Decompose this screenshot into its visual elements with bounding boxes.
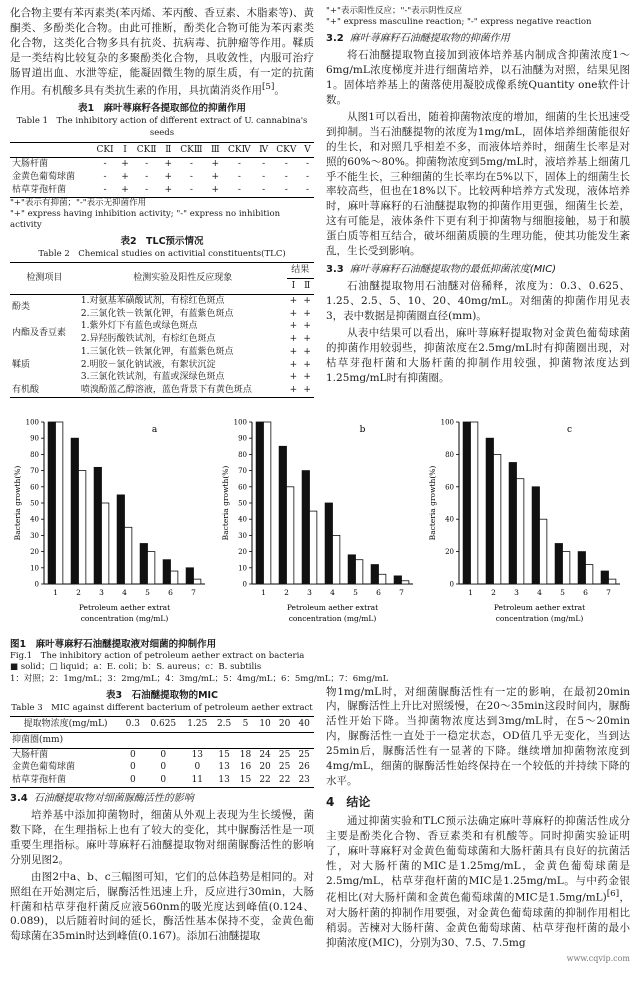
table1-header-cell: CKⅡ	[132, 142, 161, 158]
bar-liquid	[56, 422, 63, 584]
x-tick-label: 4	[122, 587, 127, 597]
y-tick-label: 0	[449, 580, 454, 589]
table3-header-conc: 1.25	[182, 717, 212, 733]
table3-cell: 22	[259, 775, 271, 786]
y-axis-label: Bacteria growth(%)	[220, 465, 230, 541]
bar-solid	[394, 576, 401, 584]
table1-cell: +	[164, 159, 173, 170]
bar-solid	[94, 467, 101, 584]
table3-cell: 24	[259, 749, 271, 760]
bar-liquid	[609, 579, 616, 584]
bar-solid	[601, 571, 608, 584]
table2-result-1: +	[289, 321, 298, 332]
table2-method: 1.对氨基苯磺酸试剂，有棕红色斑点	[80, 295, 225, 306]
table2	[10, 262, 314, 398]
bar-liquid	[102, 503, 109, 584]
y-tick-label: 60	[30, 483, 39, 492]
table3-bacterium: 大肠杆菌	[12, 749, 49, 760]
table2-header-r1: Ⅰ	[287, 279, 301, 295]
table1-cell: +	[164, 172, 173, 183]
table1-cell: -	[145, 159, 149, 170]
table1-header-cell: Ⅴ	[301, 142, 314, 158]
y-tick-label: 40	[237, 515, 247, 524]
bar-solid	[256, 422, 263, 584]
section-3-2-paragraph-1: 将石油醚提取物直接加到液体培养基内制成含抑菌浓度1～6mg/mL浓度梯度并进行细菌培养，以石油醚为对照，结果见图1。固体培养基上的菌落使用凝胶成像系统Quantity one软件计数。	[326, 49, 630, 106]
x-tick-label: 7	[606, 587, 611, 597]
table1-cell: -	[103, 184, 107, 195]
bar-liquid	[125, 527, 132, 584]
table2-title-cn: 表2 TLC预示情况	[120, 235, 204, 247]
y-tick-label: 90	[30, 434, 39, 443]
table1-header-cell: CKⅤ	[272, 142, 302, 158]
table2-method: 3.三氯化铁试剂，有蓝或深绿色斑点	[80, 372, 225, 383]
x-tick-label: 1	[468, 587, 473, 597]
x-tick-label: 7	[398, 587, 404, 597]
table3-cell: 13	[218, 775, 230, 786]
table1-header-cell: Ⅰ	[118, 142, 132, 158]
table3-cell: 20	[259, 762, 271, 773]
table2-result-1: +	[289, 359, 298, 370]
y-tick-label: 60	[445, 483, 454, 492]
table1-cell: -	[103, 159, 107, 170]
table3-header-conc: 10	[255, 717, 275, 733]
table2-item: 鞣质	[12, 359, 31, 370]
table2-result-2: +	[303, 334, 311, 345]
table2-result-2: +	[303, 346, 311, 357]
bottom-columns	[10, 685, 630, 964]
bar-solid	[325, 503, 332, 584]
x-axis-label-line1: Petroleum aether extrat	[78, 602, 171, 612]
table1-note-cn: "+"表示有抑菌；"-"表示无抑菌作用	[10, 197, 147, 208]
table1-cell: -	[189, 184, 193, 195]
table1-header-cell: CKⅠ	[92, 142, 118, 158]
x-tick-label: 4	[537, 587, 542, 597]
bar-solid	[463, 422, 470, 584]
table3-cell: 16	[239, 762, 252, 773]
y-tick-label: 90	[237, 434, 247, 443]
table3-cell: 22	[278, 775, 291, 786]
y-tick-label: 70	[30, 467, 39, 476]
table1-header-row	[10, 142, 314, 158]
bar-solid	[509, 462, 516, 584]
table1-note-en: "+" express having inhibition activity; "-" express no inhibition activity	[10, 208, 281, 230]
table1-title-en: Table 1 The inhibitory action of different extract of U. cannabina's seeds	[16, 116, 308, 139]
table3-cell: 0	[160, 775, 167, 786]
table2-result-2: +	[303, 308, 311, 319]
x-tick-label: 6	[583, 587, 588, 597]
table1-cell: -	[145, 184, 149, 195]
table2-result-2: +	[303, 372, 311, 383]
table1-cell: +	[121, 172, 129, 183]
table3-cell: 15	[239, 775, 252, 786]
table3-title-en: Table 3 MIC against different bacterium of petroleum aether extract	[11, 703, 313, 714]
section-3-3-paragraph-2: 从表中结果可以看出，麻叶荨麻籽提取物对金黄色葡萄球菌的抑菌作用较弱些，抑菌浓度在2.5mg/mL时有抑菌圈出现，对枯草芽孢杆菌和大肠杆菌的抑制作用较强，抑菌物浓度达到1.25mg/mL时有抑菌圈。	[326, 326, 630, 384]
table2-method: 2.三氯化铁－铁氰化钾，有蓝紫色斑点	[80, 308, 234, 319]
table3-header-zone: 抑菌圈(mm)	[10, 732, 121, 748]
x-axis-label-line1: Petroleum aether extrat	[286, 602, 378, 612]
table2-method: 1.紫外灯下有蓝色或绿色斑点	[80, 321, 198, 332]
table3-header-conc: 20	[275, 717, 295, 733]
y-tick-label: 10	[237, 564, 247, 573]
y-tick-label: 50	[30, 499, 39, 508]
bar-solid	[279, 446, 286, 584]
table1-cell: -	[262, 159, 266, 170]
bar-solid	[117, 495, 124, 584]
top-columns	[10, 6, 630, 398]
panel-label: b	[359, 424, 365, 435]
bar-liquid	[263, 422, 270, 584]
bar-solid	[348, 555, 355, 584]
table1-cell: -	[262, 184, 266, 195]
table1-cell: -	[284, 159, 288, 170]
table2-result-1: +	[289, 372, 298, 383]
bar-liquid	[401, 581, 408, 584]
bar-solid	[371, 565, 378, 584]
y-tick-label: 40	[30, 515, 39, 524]
bar-solid	[486, 438, 493, 584]
bar-liquid	[586, 565, 593, 584]
bar-liquid	[171, 571, 178, 584]
table1-cell: -	[284, 172, 288, 183]
table-row	[10, 384, 314, 397]
panel-label: a	[151, 424, 158, 435]
table1-cell: -	[262, 172, 266, 183]
table3	[10, 716, 314, 788]
x-tick-label: 3	[99, 587, 104, 597]
x-tick-label: 2	[283, 587, 289, 597]
table3-title-cn: 表3 石油醚提取物的MIC	[105, 689, 219, 701]
table3-header-conc: 2.5	[213, 717, 236, 733]
watermark: www.cqvip.com	[566, 953, 630, 963]
x-tick-label: 3	[514, 587, 519, 597]
y-tick-label: 100	[25, 418, 39, 427]
table1-cell: -	[306, 172, 310, 183]
bar-liquid	[309, 511, 316, 584]
conclusion-heading: 4 结论	[326, 794, 371, 809]
section-3-4-heading: 3.4 石油醚提取物对细菌脲酶活性的影响	[10, 792, 194, 804]
panel-label: c	[566, 424, 573, 435]
table1-cell: -	[145, 172, 149, 183]
bar-liquid	[563, 552, 570, 584]
table3-cell: 15	[218, 749, 230, 760]
table2-result-1: +	[289, 346, 298, 357]
y-tick-label: 80	[237, 450, 247, 459]
table3-cell: 13	[218, 762, 230, 773]
bar-liquid	[355, 560, 362, 584]
section-3-3-paragraph-1: 石油醚提取物用石油醚对倍稀释，浓度为：0.3、0.625、1.25、2.5、5、10、20、40mg/mL。对细菌的抑菌作用见表3，表中数据是抑菌圈直径(mm)。	[326, 280, 630, 322]
table2-legend-cn: "+"表示阳性反应；"-"表示阴性反应	[326, 6, 463, 16]
y-tick-label: 80	[445, 450, 454, 459]
table-row	[10, 346, 314, 359]
left-column-bottom	[10, 685, 314, 964]
table1-cell: -	[306, 159, 310, 170]
table3-cell: 0	[160, 762, 167, 773]
bar-solid	[302, 471, 309, 584]
table3-cell: 0	[194, 762, 201, 773]
x-tick-label: 1	[53, 587, 58, 597]
right-column-bottom	[326, 685, 630, 964]
table2-method: 1.三氯化铁－铁氰化钾，有蓝紫色斑点	[80, 346, 234, 357]
bar-solid	[555, 543, 562, 584]
table1	[10, 142, 314, 198]
bar-solid	[532, 487, 539, 584]
figure1-chart-c	[425, 404, 630, 634]
table-row	[10, 171, 314, 184]
table2-result-1: +	[289, 308, 298, 319]
x-axis-label-line2: concentration (mg/mL)	[288, 613, 376, 623]
table1-cell: -	[103, 172, 107, 183]
table1-cell: -	[237, 159, 241, 170]
table1-cell: -	[284, 184, 288, 195]
table3-body	[10, 748, 314, 787]
table3-cell: 0	[129, 775, 136, 786]
table3-cell: 25	[278, 762, 291, 773]
table-row	[10, 774, 314, 787]
table3-cell: 26	[298, 762, 310, 773]
bar-liquid	[540, 519, 547, 584]
table2-header-method: 检测实验及阳性反应现象	[79, 263, 287, 295]
table3-header-conc: 5	[236, 717, 256, 733]
figure1-caption-cn: 图1 麻叶荨麻籽石油醚提取液对细菌的抑制作用	[10, 638, 217, 650]
conclusion-paragraph: 通过抑菌实验和TLC预示法确定麻叶荨麻籽的抑菌活性成分主要是酚类化合物、香豆素类和有机酸等。同时抑菌实验证明了，麻叶荨麻籽对金黄色葡萄球菌和大肠杆菌具有良好的抗菌活性，对大肠杆菌的MIC是1.25mg/mL，金黄色葡萄球菌是2.5mg/mL，枯草芽孢杆菌的MIC是1.25mg/mL。与中药金银花相比(对大肠杆菌和金黄色葡萄球菌的MIC是1.5mg/mL)[6]，对大肠杆菌的抑制作用要强，对金黄色葡萄球菌的抑制作用相比稍弱。苦楝对大肠杆菌、金黄色葡萄球菌、枯草芽孢杆菌的最小抑菌浓度(MIC)，分别为30、7.5、7.5mg	[326, 814, 631, 949]
table-row	[10, 294, 314, 307]
table2-item: 有机酸	[12, 385, 40, 396]
table1-cell: +	[211, 172, 220, 183]
x-tick-label: 2	[491, 587, 496, 597]
table2-title-en: Table 2 Chemical studies on activitial constituents(TLC)	[38, 249, 286, 260]
table1-body	[10, 158, 314, 197]
bar-liquid	[79, 471, 86, 584]
table1-cell: +	[211, 159, 220, 170]
table3-cell: 18	[239, 749, 252, 760]
table1-header-cell: Ⅳ	[256, 142, 272, 158]
table2-item: 内酯及香豆素	[12, 327, 67, 338]
x-tick-label: 5	[352, 587, 358, 597]
table1-header-cell: CKⅢ	[175, 142, 207, 158]
table1-title-cn: 表1 麻叶荨麻籽各提取部位的抑菌作用	[77, 102, 247, 114]
table1-cell: -	[189, 159, 193, 170]
x-tick-label: 5	[145, 587, 150, 597]
table1-cell: +	[164, 184, 173, 195]
table1-cell: -	[189, 172, 193, 183]
section-3-4-paragraph-1: 培养基中添加抑菌物时，细菌从外观上表现为生长缓慢，菌数下降，在生理指标上也有了较大的变化，其中脲酶活性是一项重要生理指标。麻叶荨麻籽石油醚提取物对细菌脲酶活性的影响分别见图2。	[10, 809, 314, 866]
x-tick-label: 2	[76, 587, 81, 597]
figure1	[10, 404, 630, 634]
table1-bacterium: 金黄色葡萄球菌	[12, 172, 76, 183]
bar-solid	[163, 560, 170, 584]
table-row	[10, 320, 314, 333]
table3-header-conc: 40	[294, 717, 314, 733]
bar-solid	[578, 552, 585, 584]
bar-liquid	[494, 454, 501, 584]
x-tick-label: 6	[375, 587, 381, 597]
table3-cell: 13	[191, 749, 204, 760]
x-axis-label-line2: concentration (mg/mL)	[495, 613, 584, 623]
bar-liquid	[332, 535, 339, 584]
y-tick-label: 20	[237, 548, 247, 557]
table-row	[10, 184, 314, 197]
bar-liquid	[286, 487, 293, 584]
table2-result-2: +	[303, 385, 311, 396]
figure1-chart-b	[218, 404, 423, 634]
y-tick-label: 50	[237, 499, 247, 508]
urease-paragraph: 物1mg/mL时，对细菌脲酶活性有一定的影响，在最初20min内，脲酶活性上升比对照缓慢，在20～35min这段时间内，脲酶活性开始下降。当抑菌物浓度达到3mg/mL时，在5～20min内，脲酶活性一直处于一稳定状态，OD值几乎无变化，当到达25min后，脲酶活性有一显著的下降。继续增加抑菌物浓度到4mg/mL，细菌的脲酶活性始终保持在一个较低的并持续下降的水平。	[326, 685, 630, 788]
y-tick-label: 70	[237, 467, 247, 476]
y-tick-label: 40	[445, 515, 454, 524]
y-tick-label: 80	[30, 450, 39, 459]
x-axis-label-line2: concentration (mg/mL)	[80, 613, 169, 623]
y-tick-label: 0	[242, 580, 247, 589]
x-tick-label: 5	[560, 587, 565, 597]
table2-result-1: +	[289, 295, 298, 306]
bar-liquid	[471, 422, 478, 584]
table1-cell: -	[237, 172, 241, 183]
bar-liquid	[148, 552, 155, 584]
table3-header-conc: 0.3	[121, 717, 144, 733]
y-tick-label: 100	[233, 418, 247, 427]
table1-header-cell: CKⅣ	[223, 142, 256, 158]
table2-result-2: +	[303, 295, 311, 306]
table3-cell: 25	[278, 749, 291, 760]
table2-body	[10, 294, 314, 397]
section-3-2-paragraph-2: 从图1可以看出，随着抑菌物浓度的增加，细菌的生长迅速受到抑制。当石油醚提物的浓度为1mg/mL，固体培养细菌能很好的生长，和对照几乎相差不多，而液体培养时，细菌生长率是对照的60%～80%。抑菌物浓度到5mg/mL时，液培养基上细菌几乎不能生长，三种细菌的生长率均在5%以下，固体上的细菌生长率较高些，但也在18%以下。比较两种培养方式发现，液体培养时，麻叶荨麻籽的石油醚提取物的抑菌作用更强，细菌生长差，这有可能是，液体条件下更有利于抑菌物与细胞接触，易于和膜蛋白质等相互结合，破坏细菌质膜的生理功能，使其功能发生紊乱，生长受到影响。	[326, 110, 630, 258]
table-row	[10, 761, 314, 774]
table-row	[10, 158, 314, 171]
table3-cell: 0	[129, 749, 136, 760]
bar-liquid	[378, 574, 385, 584]
table1-header-cell: Ⅱ	[161, 142, 175, 158]
table2-result-1: +	[289, 334, 298, 345]
y-tick-label: 20	[30, 548, 39, 557]
table3-header-conc-label: 提取物浓度(mg/mL)	[10, 717, 121, 733]
table2-result-1: +	[289, 385, 298, 396]
table2-result-2: +	[303, 359, 311, 370]
table1-cell: -	[237, 184, 241, 195]
bar-solid	[140, 543, 147, 584]
y-tick-label: 30	[237, 531, 247, 540]
y-tick-label: 20	[445, 548, 454, 557]
x-axis-label-line1: Petroleum aether extrat	[493, 602, 586, 612]
table3-header-conc: 0.625	[144, 717, 182, 733]
y-axis-label: Bacteria growth(%)	[13, 465, 22, 541]
table2-method: 2.异羟肟酸铁试剂，有棕红色斑点	[80, 334, 216, 345]
table1-cell: +	[121, 159, 129, 170]
x-tick-label: 7	[191, 587, 196, 597]
bar-solid	[48, 422, 55, 584]
x-tick-label: 6	[168, 587, 173, 597]
x-tick-label: 4	[329, 587, 335, 597]
figure1-legend-line1: ■ solid；□ liquid；a：E. coli；b：S. aureus；c：B. subtilis	[10, 662, 262, 673]
section-3-4-paragraph-2: 由图2中a、b、c三幅图可知，它们的总体趋势是相同的。对照组在开始测定后，脲酶活性迅速上升，反应进行30min，大肠杆菌和枯草芽孢杆菌反应液560nm的吸光度达到峰值(0.124、0.089)，以后随着时间的延长，酶活性基本保持不变，金黄色葡萄球菌在35min时达到峰值(0.167)。添加石油醚提取	[10, 870, 314, 943]
table3-cell: 0	[160, 749, 167, 760]
section-3-2-heading: 3.2 麻叶荨麻籽石油醚提取物的抑菌作用	[326, 33, 510, 45]
y-tick-label: 0	[34, 580, 39, 589]
table2-legend-en: "+" express masculine reaction; "-" express negative reaction	[326, 17, 592, 28]
table1-cell: +	[211, 184, 220, 195]
table2-header-item: 检测项目	[10, 263, 79, 295]
table1-cell: -	[306, 184, 310, 195]
table2-item: 酚类	[12, 302, 31, 313]
section-3-3-heading: 3.3 麻叶荨麻籽石油醚提取物的最低抑菌浓度(MIC)	[326, 263, 557, 275]
table3-cell: 25	[298, 749, 310, 760]
table2-header-r2: Ⅱ	[300, 279, 314, 295]
y-tick-label: 100	[440, 418, 454, 427]
table1-header-cell	[10, 142, 92, 158]
x-tick-label: 1	[260, 587, 266, 597]
paragraph-compounds: 化合物主要有苯丙素类(苯丙烯、苯丙酸、香豆素、木脂素等)、黄酮类、多酚类化合物。由此可推断，酚类化合物可能为苯丙素类化合物，这类化合物多具有抗炎、抗病毒、抗肿瘤等作用。鞣质是一类结构比较复杂的多聚酚类化合物，具收敛性，内服可治疗肠胃道出血、水泄等症，能凝固微生物的原生质，有一定的抗菌作用。有机酸多具有类抗生素的作用，具抗菌消炎作用[5]。	[10, 7, 314, 97]
figure1-caption-en: Fig.1 The inhibitory action of petroleum aether extract on bacteria	[10, 651, 305, 662]
table2-method: 喷溴酚蓝乙醇溶液，蓝色背景下有黄色斑点	[80, 385, 252, 396]
table3-bacterium: 枯草芽孢杆菌	[12, 775, 67, 786]
bar-solid	[186, 568, 193, 584]
bar-solid	[71, 438, 78, 584]
table-row	[10, 748, 314, 761]
table3-cell: 0	[129, 762, 136, 773]
table1-bacterium: 大肠杆菌	[12, 159, 49, 170]
y-tick-label: 30	[30, 531, 39, 540]
y-tick-label: 60	[237, 483, 247, 492]
bar-liquid	[194, 579, 201, 584]
table1-bacterium: 枯草芽孢杆菌	[12, 184, 67, 195]
y-tick-label: 10	[30, 564, 39, 573]
left-column-top	[10, 6, 314, 398]
bar-liquid	[517, 479, 524, 584]
y-axis-label: Bacteria growth(%)	[428, 465, 437, 541]
x-tick-label: 3	[306, 587, 312, 597]
table3-cell: 23	[298, 775, 310, 786]
table3-cell: 11	[191, 775, 204, 786]
table3-bacterium: 金黄色葡萄球菌	[12, 762, 76, 773]
table2-header-result: 结果	[287, 263, 314, 279]
table2-result-2: +	[303, 321, 311, 332]
figure1-chart-a	[10, 404, 215, 634]
figure1-legend-line2: 1：对照；2：1mg/mL；3：2mg/mL；4：3mg/mL；5：4mg/mL；6：5mg/mL；7：6mg/mL	[10, 673, 389, 684]
table2-method: 2.明胶－氯化钠试液，有絮状沉淀	[80, 359, 216, 370]
table1-cell: +	[121, 184, 129, 195]
table3-header-row	[10, 717, 314, 733]
table1-header-cell: Ⅲ	[208, 142, 224, 158]
right-column-top	[326, 6, 630, 398]
